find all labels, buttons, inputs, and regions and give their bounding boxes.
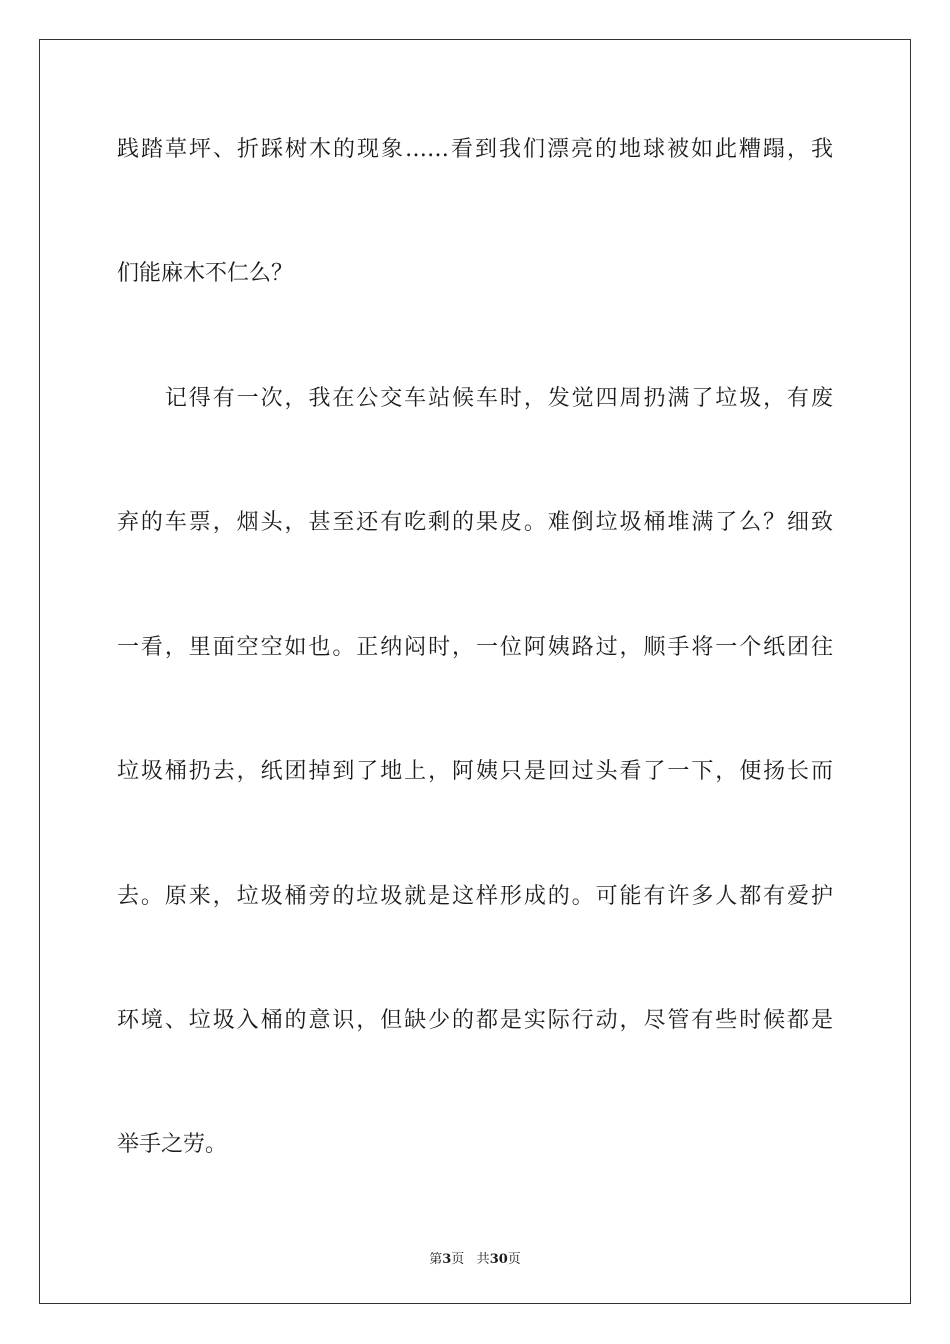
total-prefix: 共 <box>476 1252 490 1267</box>
text-line-6: 垃圾桶扔去，纸团掉到了地上，阿姨只是回过头看了一下，便扬长而 <box>117 759 833 784</box>
text-line-4: 弃的车票，烟头，甚至还有吃剩的果皮。难倒垃圾桶堆满了么？细致 <box>117 510 833 535</box>
text-line-8: 环境、垃圾入桶的意识，但缺少的都是实际行动，尽管有些时候都是 <box>117 1008 833 1033</box>
text-line-1: 践踏草坪、折踩树木的现象……看到我们漂亮的地球被如此糟蹋，我 <box>117 137 833 162</box>
page-footer <box>0 1248 950 1267</box>
text-line-5: 一看，里面空空如也。正纳闷时，一位阿姨路过，顺手将一个纸团往 <box>117 635 833 660</box>
page-suffix: 页 <box>451 1252 465 1267</box>
page-number: 3 <box>442 1252 452 1267</box>
page-prefix: 第 <box>429 1252 443 1267</box>
total-suffix: 页 <box>507 1252 521 1267</box>
page-frame <box>39 39 911 1304</box>
text-line-7: 去。原来，垃圾桶旁的垃圾就是这样形成的。可能有许多人都有爱护 <box>117 884 833 909</box>
text-line-3: 记得有一次，我在公交车站候车时，发觉四周扔满了垃圾，有废 <box>117 386 833 411</box>
total-pages: 30 <box>489 1252 508 1267</box>
text-line-2: 们能麻木不仁么？ <box>117 261 294 286</box>
text-line-9: 举手之劳。 <box>117 1132 228 1157</box>
